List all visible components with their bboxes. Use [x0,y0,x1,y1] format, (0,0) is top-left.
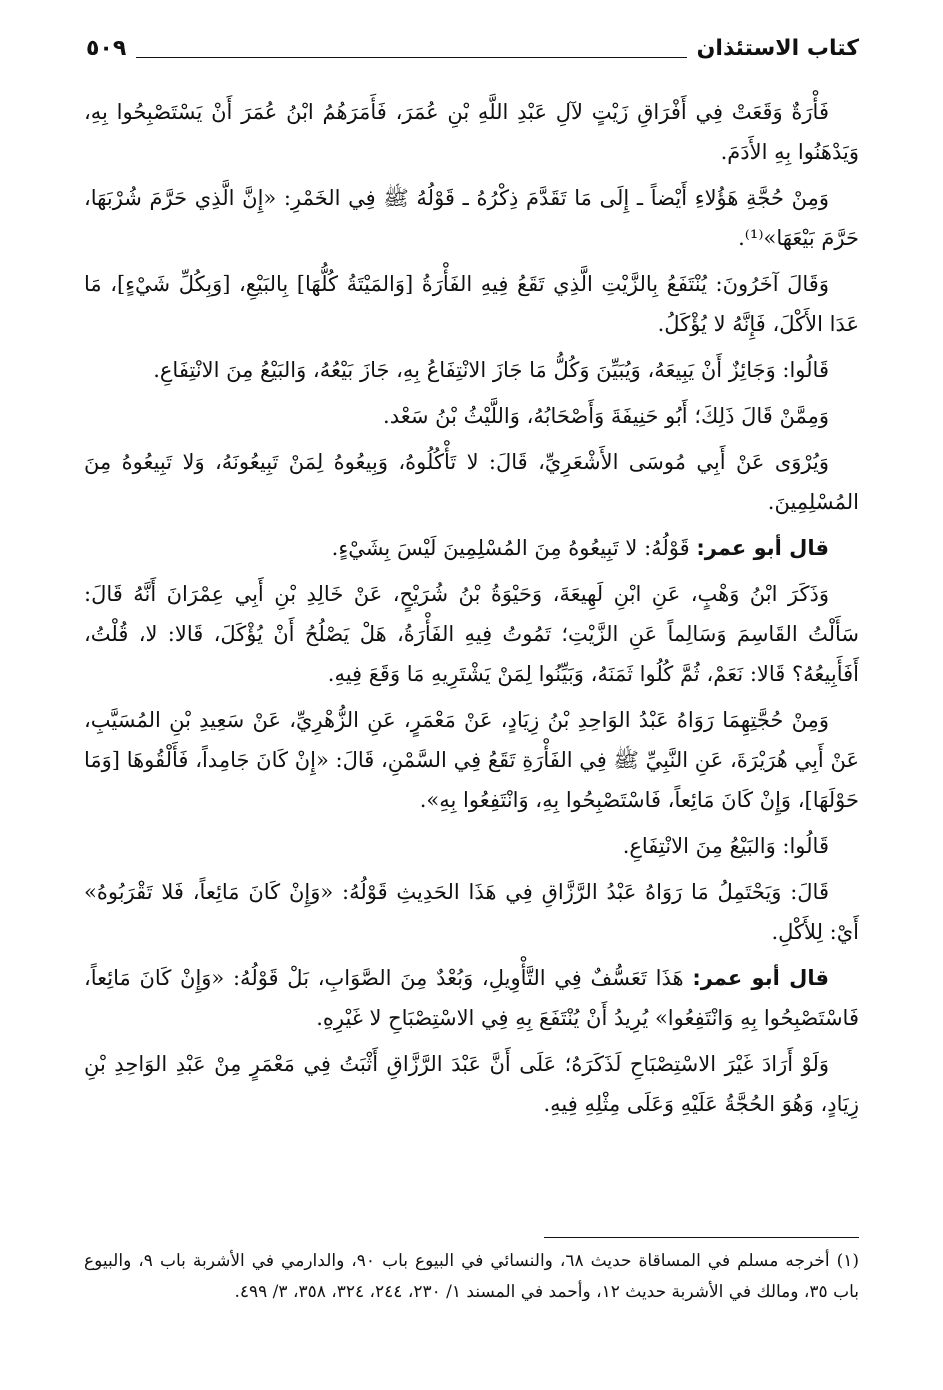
paragraph-4: قَالُوا: وَجَائِزٌ أَنْ يَبِيعَهُ، وَيُبَيِّنَ وَكُلُّ مَا جَازَ الانْتِفَاعُ بِهِ، جَازَ بَيْعُهُ، وَالبَيْعُ مِنَ الانْتِفَاعِ. [153,358,829,382]
paragraph-13: وَلَوْ أَرَادَ غَيْرَ الاسْتِصْبَاحِ لَذَكَرَهُ؛ عَلَى أَنَّ عَبْدَ الرَّزَّاقِ أَثْبَتُ فِي مَعْمَرٍ مِنْ عَبْدِ الوَاحِدِ بْنِ زِيَادٍ، وَهُوَ الحُجَّةُ عَلَيْهِ وَعَلَى مِثْلِهِ فِيهِ. [84,1052,859,1116]
paragraph-8: وَذَكَرَ ابْنُ وَهْبٍ، عَنِ ابْنِ لَهِيعَةَ، وَحَيْوَةُ بْنُ شُرَيْحٍ، عَنْ خَالِدِ بْنِ أَبِي عِمْرَانَ أَنَّهُ قَالَ: سَأَلْتُ القَاسِمَ وَسَالِماً عَنِ الزَّيْتِ؛ تَمُوتُ فِيهِ الفَأْرَةُ، هَلْ يَصْلُحُ أَنْ يُؤْكَلَ، قَالا: لا، قُلْتُ، أَفَأَبِيعُهُ؟ قَالا: نَعَمْ، ثُمَّ كُلُوا ثَمَنَهُ، وَبَيِّنُوا لِمَنْ يَشْتَرِيهِ مَا وَقَعَ فِيهِ. [84,582,859,686]
paragraph-2: وَمِنْ حُجَّةِ هَؤُلاءِ أَيْضاً ـ إِلَى مَا تَقَدَّمَ ذِكْرُهُ ـ قَوْلُهُ ﷺ فِي الخَمْرِ: «إِنَّ الَّذِي حَرَّمَ شُرْبَهَا، حَرَّمَ بَيْعَهَا»⁽¹⁾. [84,186,859,250]
paragraph-10: قَالُوا: وَالبَيْعُ مِنَ الانْتِفَاعِ. [622,834,829,858]
paragraph-3: وَقَالَ آخَرُونَ: يُنْتَفَعُ بِالزَّيْتِ الَّذِي تَقَعُ فِيهِ الفَأْرَةُ [وَالمَيْتَةُ كُلُّهَا] بِالبَيْعِ، [وَبِكُلِّ شَيْءٍ]، مَا عَدَا الأَكْلَ، فَإِنَّهُ لا يُؤْكَلُ. [84,272,859,336]
chapter-title: كتاب الاستئذان [696,36,859,61]
header-rule [136,57,686,58]
paragraph-7: قال أبو عمر: قَوْلُهُ: لا تَبِيعُوهُ مِنَ المُسْلِمِينَ لَيْسَ بِشَيْءٍ. [331,536,829,560]
paragraph-11: قَالَ: وَيَحْتَمِلُ مَا رَوَاهُ عَبْدُ الرَّزَّاقِ فِي هَذَا الحَدِيثِ قَوْلُهُ: «وَإِنْ كَانَ مَائِعاً، فَلا تَقْرَبُوهُ» أَيْ: لِلأَكْلِ. [84,880,859,944]
page-number: ٥٠٩ [86,36,127,61]
footnote-separator [544,1237,859,1238]
paragraph-6: وَيُرْوَى عَنْ أَبِي مُوسَى الأَشْعَرِيِّ، قَالَ: لا تَأْكُلُوهُ، وَبِيعُوهُ لِمَنْ تَبِيعُونَهُ، وَلا تَبِيعُوهُ مِنَ المُسْلِمِينَ. [84,450,859,514]
paragraph-1: فَأْرَةٌ وَقَعَتْ فِي أَفْرَاقِ زَيْتٍ لآلِ عَبْدِ اللَّهِ بْنِ عُمَرَ، فَأَمَرَهُمُ ابْنُ عُمَرَ أَنْ يَسْتَصْبِحُوا بِهِ، وَيَدْهَنُوا بِهِ الأَدَمَ. [84,100,859,164]
paragraph-9: وَمِنْ حُجَّتِهِمَا رَوَاهُ عَبْدُ الوَاحِدِ بْنُ زِيَادٍ، عَنْ مَعْمَرٍ، عَنِ الزُّهْرِيِّ، عَنْ سَعِيدِ بْنِ المُسَيَّبِ، عَنْ أَبِي هُرَيْرَةَ، عَنِ النَّبِيِّ ﷺ فِي الفَأْرَةِ تَقَعُ فِي السَّمْنِ، قَالَ: «إِنْ كَانَ جَامِداً، فَأَلْقُوهَا [وَمَا حَوْلَهَا]، وَإِنْ كَانَ مَائِعاً، فَاسْتَصْبِحُوا بِهِ، وَانْتَفِعُوا بِهِ». [84,708,859,812]
footnotes [84,1246,859,1308]
speaker-label: قال أبو عمر: [692,966,830,990]
speaker-label: قال أبو عمر: [696,536,829,560]
main-text [84,92,859,1130]
paragraph-12: قال أبو عمر: هَذَا تَعَسُّفٌ فِي التَّأْوِيلِ، وَبُعْدٌ مِنَ الصَّوَابِ، بَلْ قَوْلُهُ: «وَإِنْ كَانَ مَائِعاً، فَاسْتَصْبِحُوا بِهِ وَانْتَفِعُوا» يُرِيدُ أَنْ يُنْتَفَعَ بِهِ فِي الاسْتِصْبَاحِ لا غَيْرِهِ. [84,966,859,1030]
paragraph-5: وَمِمَّنْ قَالَ ذَلِكَ؛ أَبُو حَنِيفَةَ وَأَصْحَابُهُ، وَاللَّيْثُ بْنُ سَعْد. [383,404,829,428]
footnote-1: (١) أخرجه مسلم في المساقاة حديث ٦٨، والنسائي في البيوع باب ٩٠، والدارمي في الأشربة باب ٩، والبيوع باب ٣٥، ومالك في الأشربة حديث ١٢، وأحمد في المسند ١/ ٢٣٠، ٢٤٤، ٣٢٤، ٣٥٨، ٣/ ٤٩٩. [84,1251,859,1302]
running-header [86,28,859,64]
